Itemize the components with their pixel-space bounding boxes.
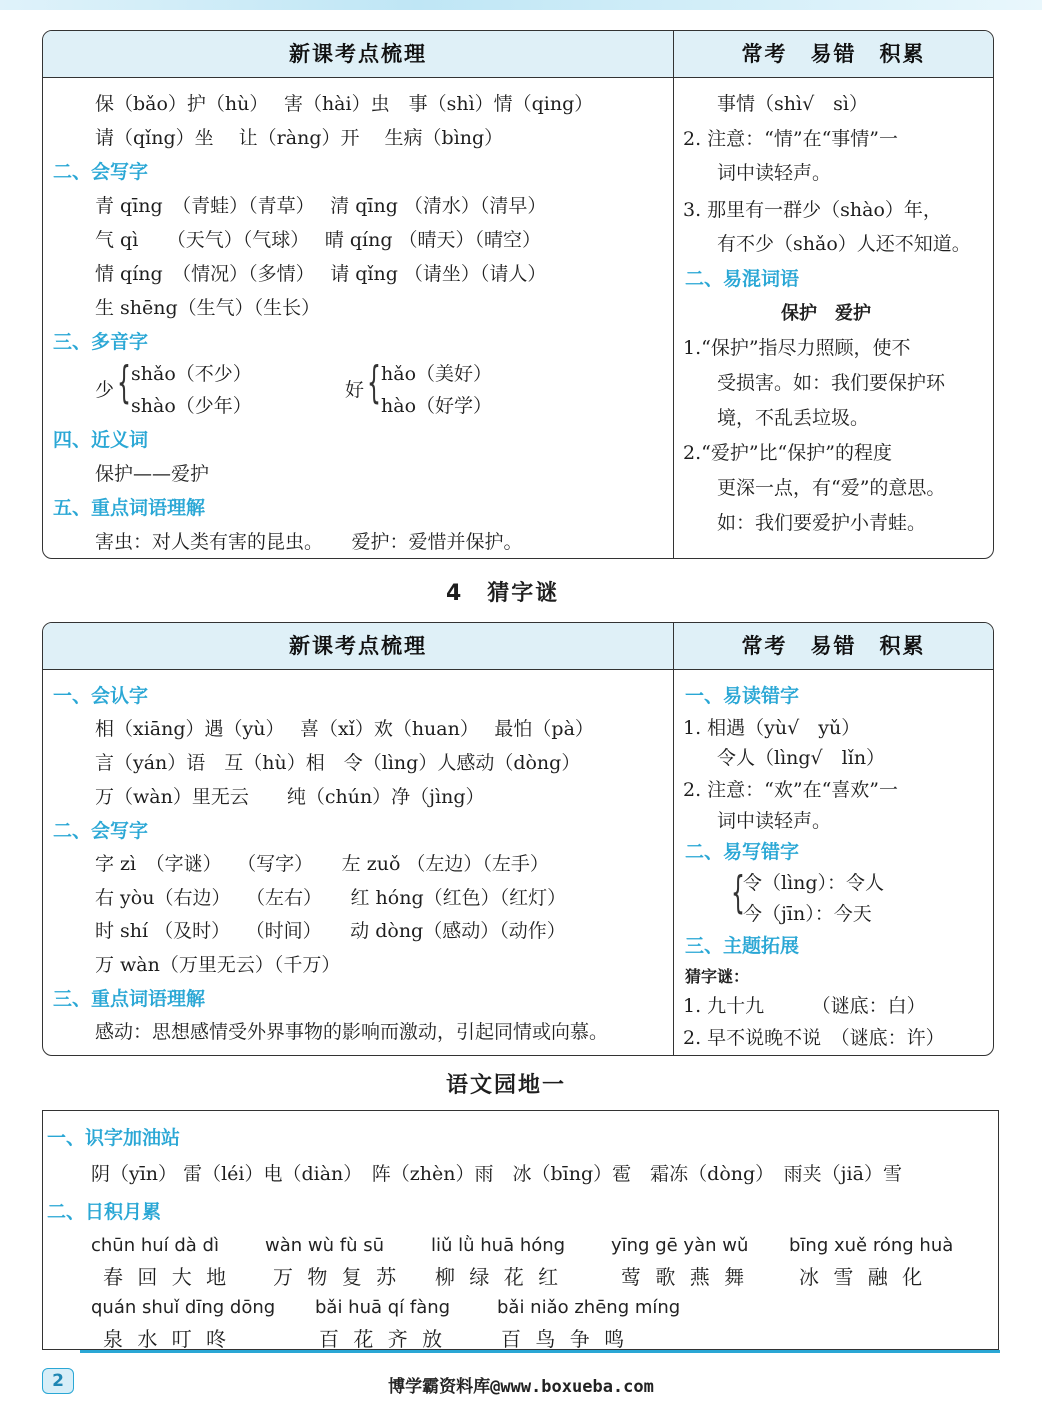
polyphone-reading: hǎo（美好） bbox=[381, 363, 493, 385]
section-heading: 一、识字加油站 bbox=[47, 1127, 181, 1149]
lesson4-box bbox=[42, 622, 994, 1056]
section-heading: 二、会写字 bbox=[53, 161, 149, 183]
section-heading: 一、易读错字 bbox=[685, 685, 800, 707]
column-divider bbox=[673, 623, 674, 1055]
idiom-hanzi: 百 花 齐 放 bbox=[319, 1327, 447, 1350]
idiom-pinyin: bīng xuě róng huà bbox=[789, 1235, 954, 1256]
idiom-pinyin: yīng gē yàn wǔ bbox=[611, 1235, 749, 1256]
text-line: 右 yòu（右边） （左右） 红 hóng（红色）（红灯） bbox=[95, 887, 567, 909]
section-heading: 二、易写错字 bbox=[685, 841, 800, 863]
section-heading: 二、日积月累 bbox=[47, 1201, 162, 1223]
idiom-hanzi: 莺 歌 燕 舞 bbox=[621, 1265, 749, 1289]
idiom-pinyin: chūn huí dà dì bbox=[91, 1235, 219, 1256]
section-heading: 二、易混词语 bbox=[685, 268, 800, 290]
lesson3-header-left: 新课考点梳理 bbox=[289, 42, 427, 66]
note-line: 境，不乱丢垃圾。 bbox=[717, 407, 870, 429]
note-line: 2. 注意：“情”在“事情”一 bbox=[683, 128, 899, 150]
section-heading: 三、重点词语理解 bbox=[53, 988, 206, 1010]
text-line: 保护——爱护 bbox=[95, 463, 210, 485]
note-line: 更深一点，有“爱”的意思。 bbox=[717, 477, 946, 499]
idiom-pinyin: liǔ lǜ huā hóng bbox=[431, 1235, 566, 1256]
polyphone-char: 好 bbox=[345, 379, 365, 401]
text-line: 相（xiāng）遇（yù） 喜（xǐ）欢（huan） 最怕（pà） bbox=[95, 718, 594, 740]
lesson4-header-right: 常考 易错 积累 bbox=[741, 634, 926, 658]
lesson4-title: 4 猜字谜 bbox=[446, 581, 560, 606]
section-heading: 二、会写字 bbox=[53, 820, 149, 842]
idiom-pinyin: bǎi huā qí fàng bbox=[315, 1297, 451, 1318]
brace: { bbox=[731, 867, 745, 918]
idiom-hanzi: 万 物 复 苏 bbox=[273, 1265, 401, 1289]
note-line: 2.“爱护”比“保护”的程度 bbox=[683, 442, 892, 464]
garden-title: 语文园地一 bbox=[446, 1073, 567, 1098]
column-divider bbox=[673, 31, 674, 558]
text-line: 时 shí （及时） （时间） 动 dòng（感动）（动作） bbox=[95, 920, 566, 942]
section-heading: 三、主题拓展 bbox=[685, 935, 800, 957]
top-decor-band bbox=[0, 0, 1042, 10]
note-line: 1.“保护”指尽力照顾，使不 bbox=[683, 337, 911, 359]
note-line: 令（lìng）：令人 bbox=[743, 872, 885, 894]
note-line: 有不少（shǎo）人还不知道。 bbox=[717, 233, 971, 255]
idiom-pinyin: wàn wù fù sū bbox=[265, 1235, 384, 1256]
text-line: 气 qì （天气）（气球） 晴 qíng （晴天）（晴空） bbox=[95, 229, 542, 251]
text-line: 生 shēng（生气）（生长） bbox=[95, 297, 321, 319]
text-line: 万 wàn（万里无云）（千万） bbox=[95, 954, 341, 976]
idiom-pinyin: quán shuǐ dīng dōng bbox=[91, 1297, 276, 1318]
text-line: 请（qǐng）坐 让（ràng）开 生病（bìng） bbox=[95, 127, 504, 149]
idiom-hanzi: 春 回 大 地 bbox=[103, 1265, 231, 1289]
note-line: 词中读轻声。 bbox=[717, 162, 832, 184]
note-line: 事情（shì√ sì） bbox=[717, 93, 868, 115]
idiom-hanzi: 泉 水 叮 咚 bbox=[103, 1327, 231, 1350]
idiom-hanzi: 百 鸟 争 鸣 bbox=[501, 1327, 629, 1350]
text-line: 感动：思想感情受外界事物的影响而激动，引起同情或向慕。 bbox=[95, 1021, 609, 1043]
polyphone-reading: shǎo（不少） bbox=[131, 363, 252, 385]
idiom-pinyin: bǎi niǎo zhēng míng bbox=[497, 1297, 681, 1318]
footer-watermark: 博学霸资料库@www.boxueba.com bbox=[388, 1377, 654, 1397]
text-line: 害虫：对人类有害的昆虫。 爱护：爱惜并保护。 bbox=[95, 531, 523, 553]
lesson3-header-right: 常考 易错 积累 bbox=[741, 42, 926, 66]
section-heading: 五、重点词语理解 bbox=[53, 497, 206, 519]
lesson4-header-left: 新课考点梳理 bbox=[289, 634, 427, 658]
note-line: 令人（lìng√ lǐn） bbox=[717, 747, 886, 769]
idiom-hanzi: 柳 绿 花 红 bbox=[435, 1265, 563, 1289]
page-number: 2 bbox=[42, 1368, 74, 1394]
note-line: 受损害。如：我们要保护环 bbox=[717, 372, 946, 394]
text-line: 万（wàn）里无云 纯（chún）净（jìng） bbox=[95, 786, 485, 808]
note-line: 词中读轻声。 bbox=[717, 810, 832, 832]
word-pair-heading: 保护 爱护 bbox=[781, 303, 871, 324]
section-heading: 一、会认字 bbox=[53, 685, 149, 707]
note-line: 如：我们要爱护小青蛙。 bbox=[717, 512, 927, 534]
brace: { bbox=[367, 357, 381, 408]
lesson4-header bbox=[43, 623, 993, 670]
section-heading: 四、近义词 bbox=[53, 429, 149, 451]
polyphone-char: 少 bbox=[95, 379, 115, 401]
riddle-line: 2. 早不说晚不说 （谜底：许） bbox=[683, 1027, 945, 1049]
note-line: 今（jīn）：今天 bbox=[743, 903, 872, 925]
note-line: 2. 注意：“欢”在“喜欢”一 bbox=[683, 779, 899, 801]
section-heading: 三、多音字 bbox=[53, 331, 149, 353]
garden-box bbox=[42, 1110, 999, 1350]
polyphone-reading: shào（少年） bbox=[131, 395, 252, 417]
text-line: 保（bǎo）护（hù） 害（hài）虫 事（shì）情（qing） bbox=[95, 93, 594, 115]
lesson3-header bbox=[43, 31, 993, 78]
bottom-rule bbox=[80, 1350, 1000, 1353]
polyphone-reading: hào（好学） bbox=[381, 395, 493, 417]
text-line: 字 zì （字谜） （写字） 左 zuǒ （左边）（左手） bbox=[95, 853, 549, 875]
note-line: 1. 相遇（yù√ yǔ） bbox=[683, 717, 861, 739]
riddle-line: 1. 九十九 （谜底：白） bbox=[683, 995, 926, 1017]
note-line: 3. 那里有一群少（shào）年， bbox=[683, 199, 942, 221]
brace: { bbox=[117, 357, 131, 408]
text-line: 情 qíng （情况）（多情） 请 qǐng （请坐）（请人） bbox=[95, 263, 547, 285]
idiom-hanzi: 冰 雪 融 化 bbox=[799, 1265, 927, 1289]
lesson3-box bbox=[42, 30, 994, 559]
riddle-heading: 猜字谜： bbox=[685, 967, 750, 986]
text-line: 青 qīng （青蛙）（青草） 清 qīng （清水）（清早） bbox=[95, 195, 547, 217]
text-line: 阴（yīn） 雷（léi）电（diàn） 阵（zhèn）雨 冰（bīng）雹 霜冻（dòng） 雨夹（jiā）雪 bbox=[91, 1163, 902, 1185]
text-line: 言（yán）语 互（hù）相 令（lìng）人感动（dòng） bbox=[95, 752, 581, 774]
